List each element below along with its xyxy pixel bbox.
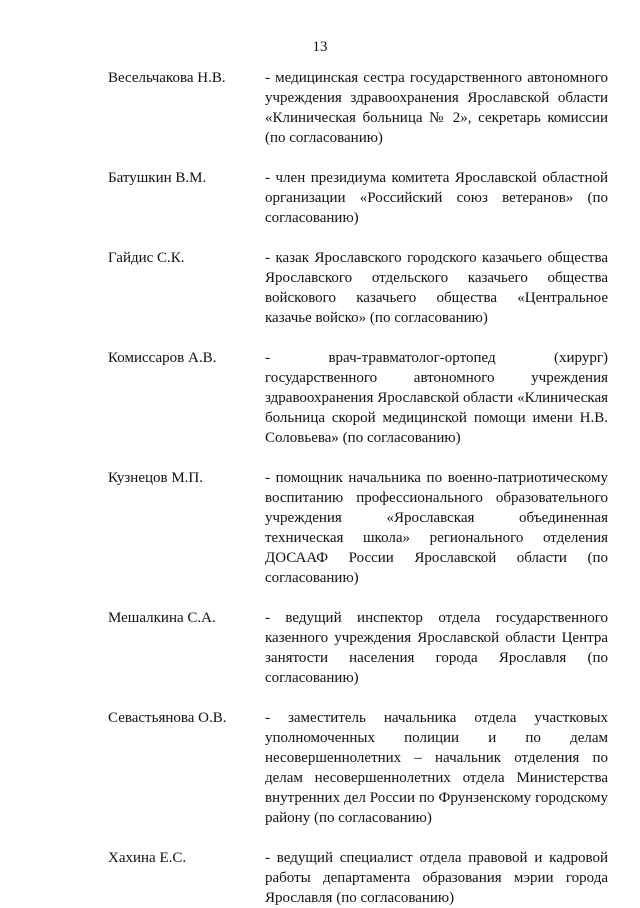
member-name: Весельчакова Н.В. (108, 70, 226, 86)
member-entry (108, 468, 608, 588)
member-name: Комиссаров А.В. (108, 350, 217, 366)
member-entry (108, 608, 608, 688)
member-role: - член президиума комитета Ярославской областной организации «Российский союз ветеранов» (по согласованию) (265, 170, 608, 226)
commission-member-list (108, 68, 608, 908)
member-name: Гайдис С.К. (108, 250, 185, 266)
member-name: Кузнецов М.П. (108, 470, 204, 486)
member-role: - ведущий инспектор отдела государственного казенного учреждения Ярославской области Центра занятости населения города Ярославля (по согласованию) (265, 610, 608, 686)
member-name: Севастьянова О.В. (108, 710, 227, 726)
member-role: - казак Ярославского городского казачьего общества Ярославского отдельского казачьего общества войскового казачьего общества «Центральное казачье войско» (по согласованию) (265, 250, 608, 326)
member-role: - заместитель начальника отдела участковых уполномоченных полиции и по делам несовершеннолетних – начальник отделения по делам несовершеннолетних отдела Министерства внутренних дел России по Фрунзенскому городскому району (по согласованию) (265, 710, 608, 826)
member-role: - медицинская сестра государственного автономного учреждения здравоохранения Ярославской области «Клиническая больница № 2», секретарь комиссии (по согласованию) (265, 70, 608, 146)
member-entry (108, 848, 608, 908)
member-entry (108, 348, 608, 448)
member-entry (108, 248, 608, 328)
member-name: Хахина Е.С. (108, 850, 187, 866)
page-number: 13 (312, 39, 328, 55)
member-role: - помощник начальника по военно-патриотическому воспитанию профессионального образовательного учреждения «Ярославская объединенная техническая школа» регионального отделения ДОСААФ России Ярославской области (по согласованию) (265, 470, 608, 586)
member-role: - врач-травматолог-ортопед (хирург) государственного автономного учреждения здравоохранения Ярославской области «Клиническая больница скорой медицинской помощи имени Н.В. Соловьева» (по согласованию) (265, 350, 608, 446)
member-name: Мешалкина С.А. (108, 610, 216, 626)
member-name: Батушкин В.М. (108, 170, 207, 186)
member-entry (108, 68, 608, 148)
member-entry (108, 708, 608, 828)
member-role: - ведущий специалист отдела правовой и кадровой работы департамента образования мэрии города Ярославля (по согласованию) (265, 850, 608, 906)
member-entry (108, 168, 608, 228)
